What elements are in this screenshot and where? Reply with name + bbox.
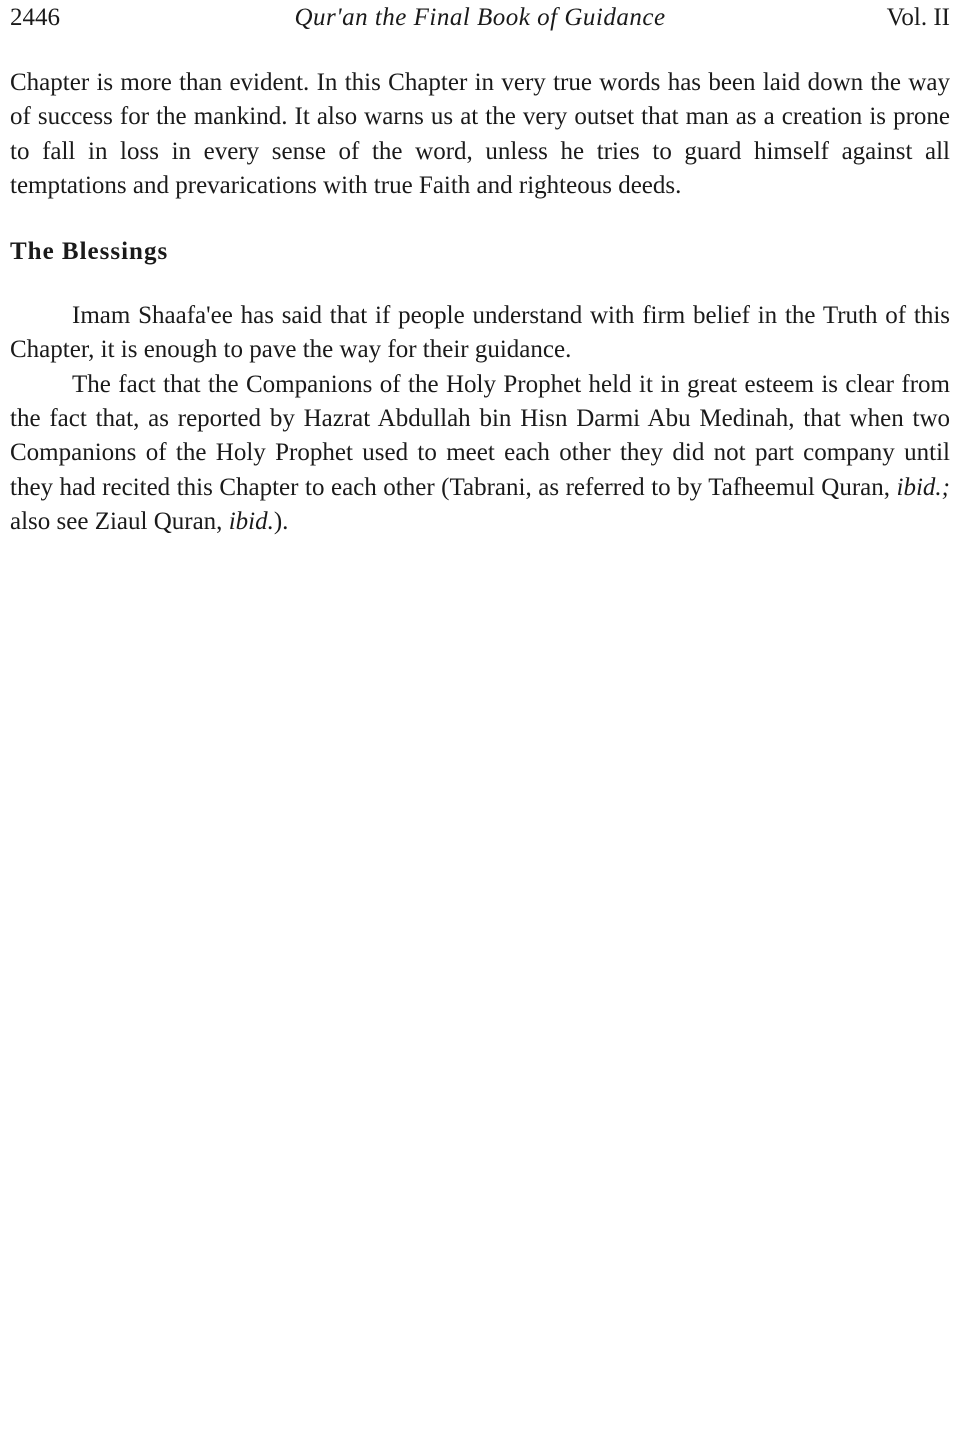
paragraph-companions-end: ). — [273, 507, 289, 535]
paragraph-companions — [10, 368, 950, 539]
paragraph-companions-text: The fact that the Companions of the Holy Prophet held it in great esteem is clear from the fact that, as reported by Hazrat Abdullah bin Hisn Darmi Abu Medinah, that when two Companions of the Holy Prophet used to meet each other they did not part company until they had recited this Chapter to each other (Tabrani, as referred to by Tafheemul Quran, — [10, 370, 950, 501]
running-header — [10, 0, 950, 38]
paragraph-continued: Chapter is more than evident. In this Chapter in very true words has been laid down the way of success for the mankind. It also warns us at the very outset that man as a creation is prone to fall in loss in every sense of the word, unless he tries to guard himself against all temptations and prevarications with true Faith and righteous deeds. — [10, 69, 950, 199]
paragraph-companions-middle: also see Ziaul Quran, — [10, 507, 229, 535]
page-number: 2446 — [10, 4, 60, 31]
book-title: Qur'an the Final Book of Guidance — [294, 4, 666, 31]
book-page — [10, 0, 950, 539]
volume-label: Vol. II — [886, 4, 950, 31]
citation-ibid-1: ibid.; — [896, 473, 950, 501]
paragraph-imam-shaafaee: Imam Shaafa'ee has said that if people understand with firm belief in the Truth of this Chapter, it is enough to pave the way for their guidance. — [10, 302, 950, 364]
section-heading: The Blessings — [10, 238, 169, 266]
citation-ibid-2: ibid. — [228, 507, 274, 535]
